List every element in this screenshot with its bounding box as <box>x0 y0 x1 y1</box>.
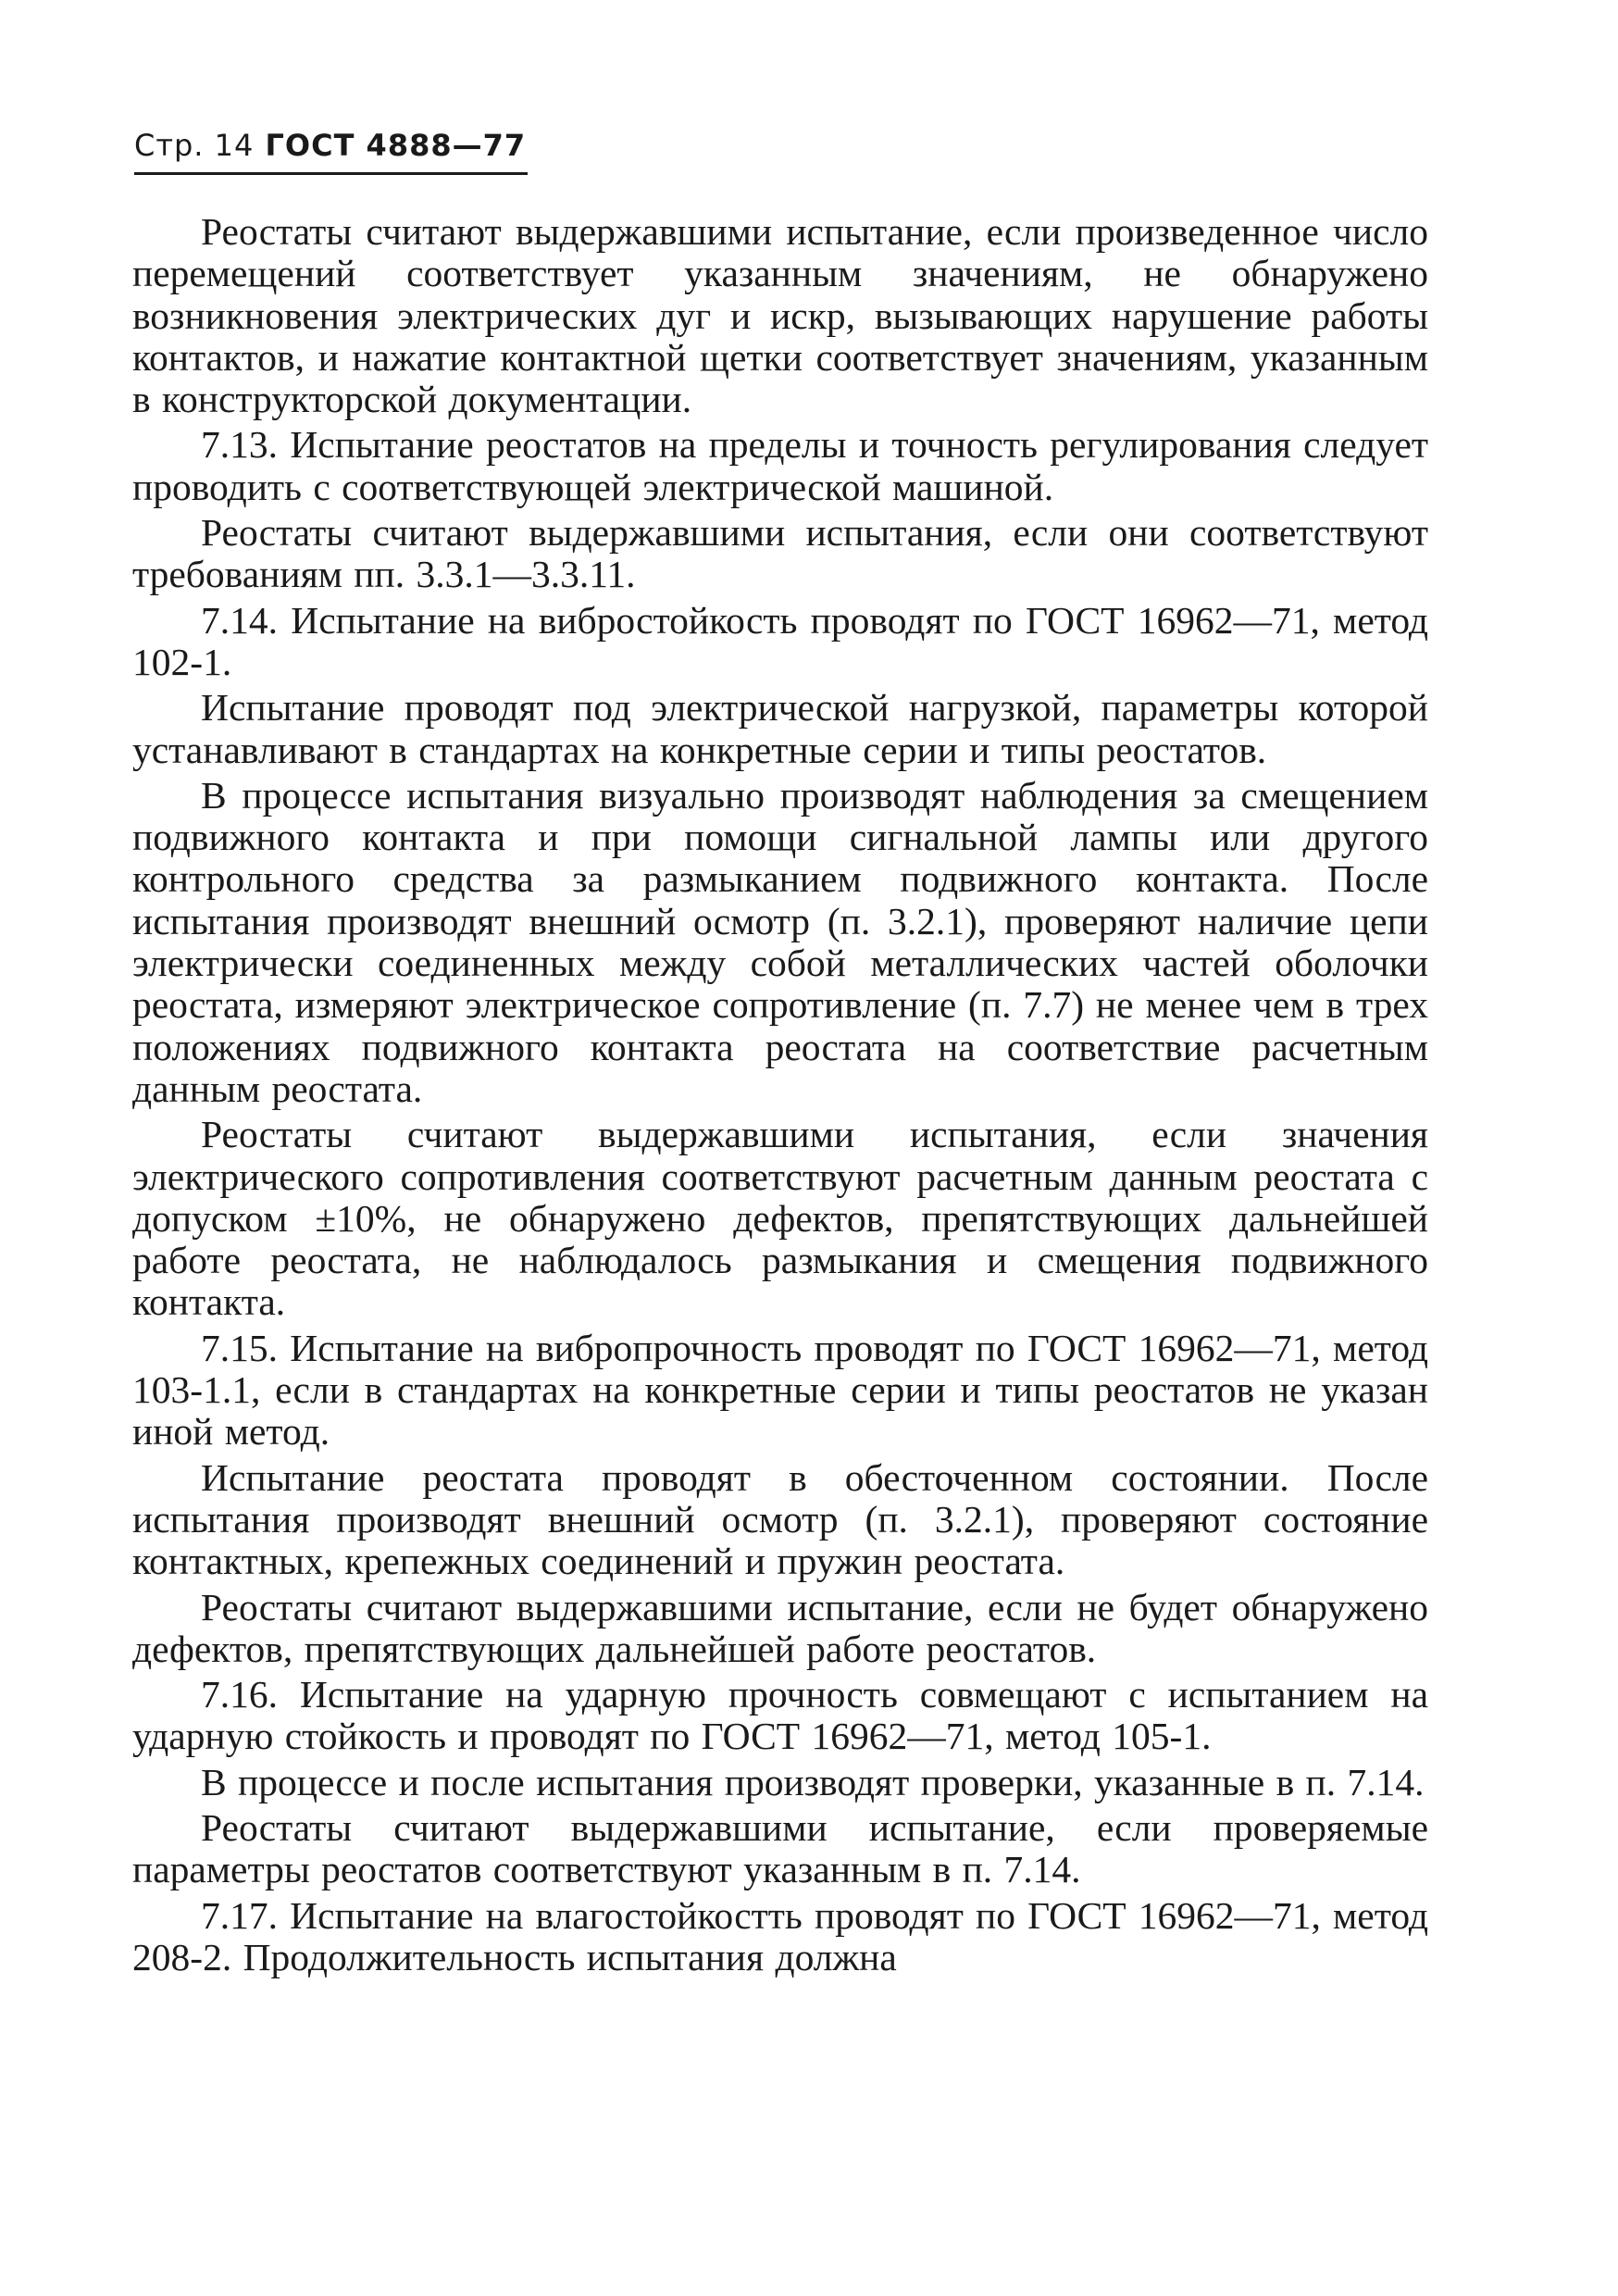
paragraph: В процессе испытания визуально производят наблюдения за смещением подвижного контакта и при помощи сигнальной лампы или другого контрольного средства за размыканием подвижного контакта. После испытания производят внешний осмотр (п. 3.2.1), проверяют наличие цепи электрически соединенных между собой металлических частей оболочки реостата, измеряют электрическое сопротивление (п. 7.7) не менее чем в трех положениях подвижного контакта реостата на соответствие расчетным данным реостата. <box>132 773 1428 1110</box>
paragraph: Реостаты считают выдержавшими испытания, если значения электрического сопротивления соответствуют расчетным данным реостата с допуском ±10%, не обнаружено дефектов, препятствующих дальнейшей работе реостата, не наблюдалось размыкания и смещения подвижного контакта. <box>132 1113 1428 1324</box>
paragraph: Реостаты считают выдержавшими испытание, если не будет обнаружено дефектов, препятствующих дальнейшей работе реостатов. <box>132 1585 1428 1670</box>
paragraph: Реостаты считают выдержавшими испытания, если они соответствуют требованиям пп. 3.3.1—3.3.11. <box>132 511 1428 596</box>
header-rule <box>134 172 528 175</box>
paragraph: 7.17. Испытание на влагостойкостть проводят по ГОСТ 16962—71, метод 208-2. Продолжительность испытания должна <box>132 1893 1428 1978</box>
paragraph: Испытание проводят под электрической нагрузкой, параметры которой устанавливают в стандартах на конкретные серии и типы реостатов. <box>132 686 1428 771</box>
paragraph: 7.15. Испытание на вибропрочность проводят по ГОСТ 16962—71, метод 103-1.1, если в стандартах на конкретные серии и типы реостатов не указан иной метод. <box>132 1326 1428 1454</box>
page-number: Стр. 14 <box>134 128 255 163</box>
paragraph: 7.14. Испытание на вибростойкость проводят по ГОСТ 16962—71, метод 102-1. <box>132 598 1428 683</box>
paragraph: Реостаты считают выдержавшими испытание, если проверяемые параметры реостатов соответствуют указанным в п. 7.14. <box>132 1805 1428 1891</box>
page-header <box>134 125 526 166</box>
paragraph: Реостаты считают выдержавшими испытание, если произведенное число перемещений соответствует указанным значениям, не обнаружено возникновения электрических дуг и искр, вызывающих нарушение работы контактов, и нажатие контактной щетки соответствует значениям, указанным в конструкторской документации. <box>132 210 1428 421</box>
paragraph: 7.16. Испытание на ударную прочность совмещают с испытанием на ударную стойкость и проводят по ГОСТ 16962—71, метод 105-1. <box>132 1673 1428 1758</box>
paragraph: Испытание реостата проводят в обесточенном состоянии. После испытания производят внешний осмотр (п. 3.2.1), проверяют состояние контактных, крепежных соединений и пружин реостата. <box>132 1455 1428 1583</box>
paragraph: 7.13. Испытание реостатов на пределы и точность регулирования следует проводить с соответствующей электрической машиной. <box>132 423 1428 508</box>
document-body <box>132 211 1428 1978</box>
paragraph: В процессе и после испытания производят проверки, указанные в п. 7.14. <box>201 1760 1425 1803</box>
standard-number: ГОСТ 4888—77 <box>265 128 527 163</box>
